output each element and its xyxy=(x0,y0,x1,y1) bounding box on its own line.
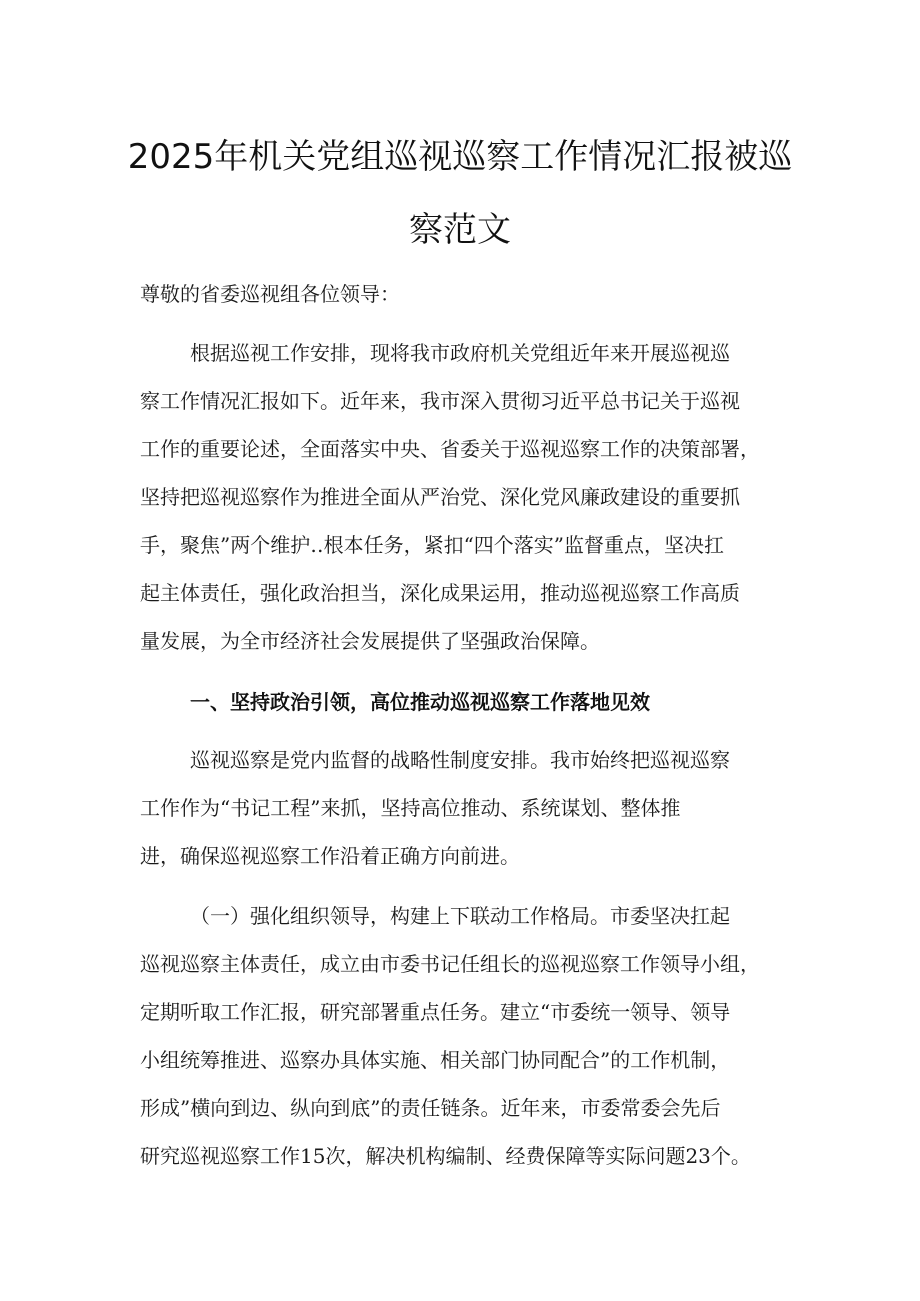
document-title-line-2: 察范文 xyxy=(409,210,511,250)
subsection-paragraph-line: 小组统筹推进、巡察办具体实施、相关部门协同配合”的工作机制， xyxy=(140,1048,731,1072)
section-paragraph-line: 工作作为“书记工程”来抓，坚持高位推动、系统谋划、整体推 xyxy=(140,796,681,820)
section-paragraph-line: 进，确保巡视巡察工作沿着正确方向前进。 xyxy=(140,844,520,868)
salutation: 尊敬的省委巡视组各位领导： xyxy=(140,282,400,306)
intro-paragraph-line: 察工作情况汇报如下。近年来，我市深入贯彻习近平总书记关于巡视 xyxy=(140,389,740,413)
subsection-paragraph-line: 巡视巡察主体责任，成立由市委书记任组长的巡视巡察工作领导小组， xyxy=(140,952,760,976)
intro-paragraph-line: 根据巡视工作安排，现将我市政府机关党组近年来开展巡视巡 xyxy=(190,341,730,365)
document-title-line-1: 2025年机关党组巡视巡察工作情况汇报被巡 xyxy=(127,137,793,177)
intro-paragraph-line: 手，聚焦”两个维护‥根本任务，紧扣“四个落实”监督重点，坚决扛 xyxy=(140,533,725,557)
intro-paragraph-line: 量发展，为全市经济社会发展提供了坚强政治保障。 xyxy=(140,629,600,653)
intro-paragraph-line: 工作的重要论述，全面落实中央、省委关于巡视巡察工作的决策部署， xyxy=(140,437,760,461)
section-heading: 一、坚持政治引领，高位推动巡视巡察工作落地见效 xyxy=(190,690,650,714)
subsection-paragraph-line: 研究巡视巡察工作15次，解决机构编制、经费保障等实际问题23个。 xyxy=(140,1144,751,1168)
subsection-paragraph-line: 定期听取工作汇报，研究部署重点任务。建立“市委统一领导、领导 xyxy=(140,1000,731,1024)
subsection-paragraph-line: （一）强化组织领导，构建上下联动工作格局。市委坚决扛起 xyxy=(190,904,730,928)
intro-paragraph-line: 起主体责任，强化政治担当，深化成果运用，推动巡视巡察工作高质 xyxy=(140,581,740,605)
intro-paragraph-line: 坚持把巡视巡察作为推进全面从严治党、深化党风廉政建设的重要抓 xyxy=(140,485,740,509)
subsection-paragraph-line: 形成”横向到边、纵向到底”的责任链条。近年来，市委常委会先后 xyxy=(140,1096,721,1120)
section-paragraph-line: 巡视巡察是党内监督的战略性制度安排。我市始终把巡视巡察 xyxy=(190,748,730,772)
